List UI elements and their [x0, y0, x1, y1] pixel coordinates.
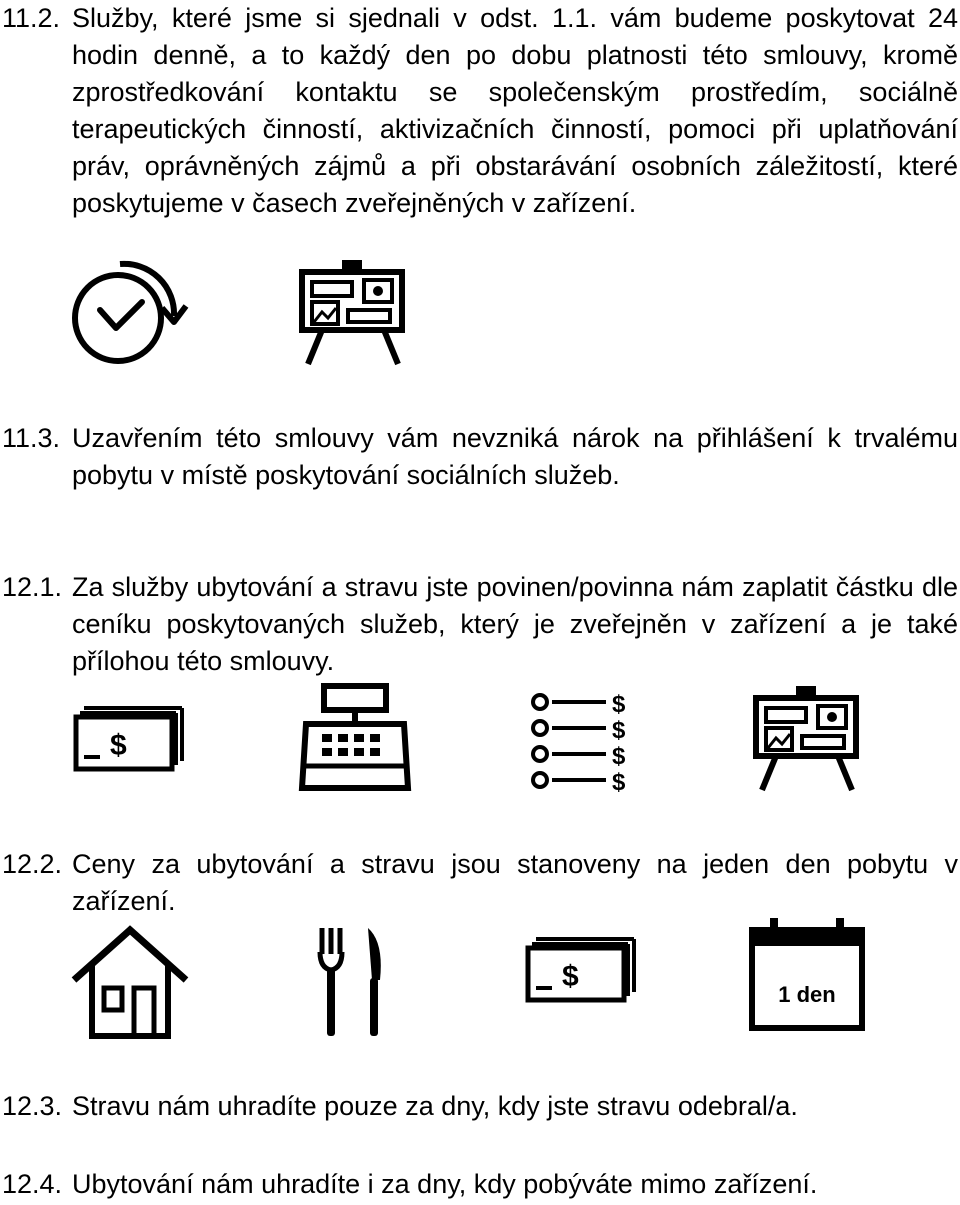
banknotes-icon: [524, 936, 644, 1006]
paragraph-text: Za služby ubytování a stravu jste povinen/povinna nám zaplatit částku dle ceníku poskytovaných služeb, který je zveřejněn v zařízení a je také přílohou této smlouvy.: [72, 572, 958, 676]
paragraph-number: 11.2.: [2, 3, 61, 33]
price-list-icon: [528, 688, 638, 796]
fork-knife-icon: [318, 924, 388, 1040]
paragraph-12-1: [0, 569, 958, 680]
calendar-icon: [748, 916, 868, 1034]
dollar-sign: $: [612, 717, 626, 744]
paragraph-number: 12.2.: [2, 849, 63, 879]
paragraph-12-2: [0, 846, 958, 920]
paragraph-text: Stravu nám uhradíte pouze za dny, kdy jste stravu odebral/a.: [72, 1091, 798, 1121]
noticeboard-icon: [752, 684, 862, 794]
dollar-sign: $: [612, 743, 626, 770]
cash-register-icon: [298, 684, 412, 794]
paragraph-12-4: [0, 1166, 958, 1203]
dollar-sign: $: [612, 691, 626, 718]
paragraph-number: 12.4.: [2, 1169, 63, 1199]
paragraph-11-2: [0, 0, 958, 222]
dollar-sign: $: [562, 960, 579, 993]
clock-rotate-icon: [70, 258, 190, 368]
paragraph-text: Služby, které jsme si sjednali v odst. 1.1. vám budeme poskytovat 24 hodin denně, a to každý den po dobu platnosti této smlouvy, kromě zprostředkování kontaktu se společenským prostředím, sociálně terapeutických činností, aktivizačních činností, pomoci při uplatňování práv, oprávněných zájmů a při obstarávání osobních záležitostí, které poskytujeme v časech zveřejněných v zařízení.: [72, 3, 958, 218]
house-icon: [70, 926, 190, 1042]
paragraph-number: 11.3.: [2, 423, 61, 453]
paragraph-11-3: [0, 420, 958, 494]
paragraph-12-3: [0, 1088, 958, 1125]
dollar-sign: $: [612, 769, 626, 796]
dollar-sign: $: [110, 729, 127, 762]
paragraph-number: 12.3.: [2, 1091, 63, 1121]
paragraph-text: Ubytování nám uhradíte i za dny, kdy pobýváte mimo zařízení.: [72, 1169, 818, 1199]
paragraph-text: Uzavřením této smlouvy vám nevzniká nárok na přihlášení k trvalému pobytu v místě poskytování sociálních služeb.: [72, 423, 958, 490]
paragraph-text: Ceny za ubytování a stravu jsou stanoveny na jeden den pobytu v zařízení.: [72, 849, 958, 916]
calendar-label: 1 den: [778, 982, 836, 1007]
noticeboard-icon: [298, 258, 408, 368]
paragraph-number: 12.1.: [2, 572, 63, 602]
banknotes-icon: [72, 705, 192, 775]
